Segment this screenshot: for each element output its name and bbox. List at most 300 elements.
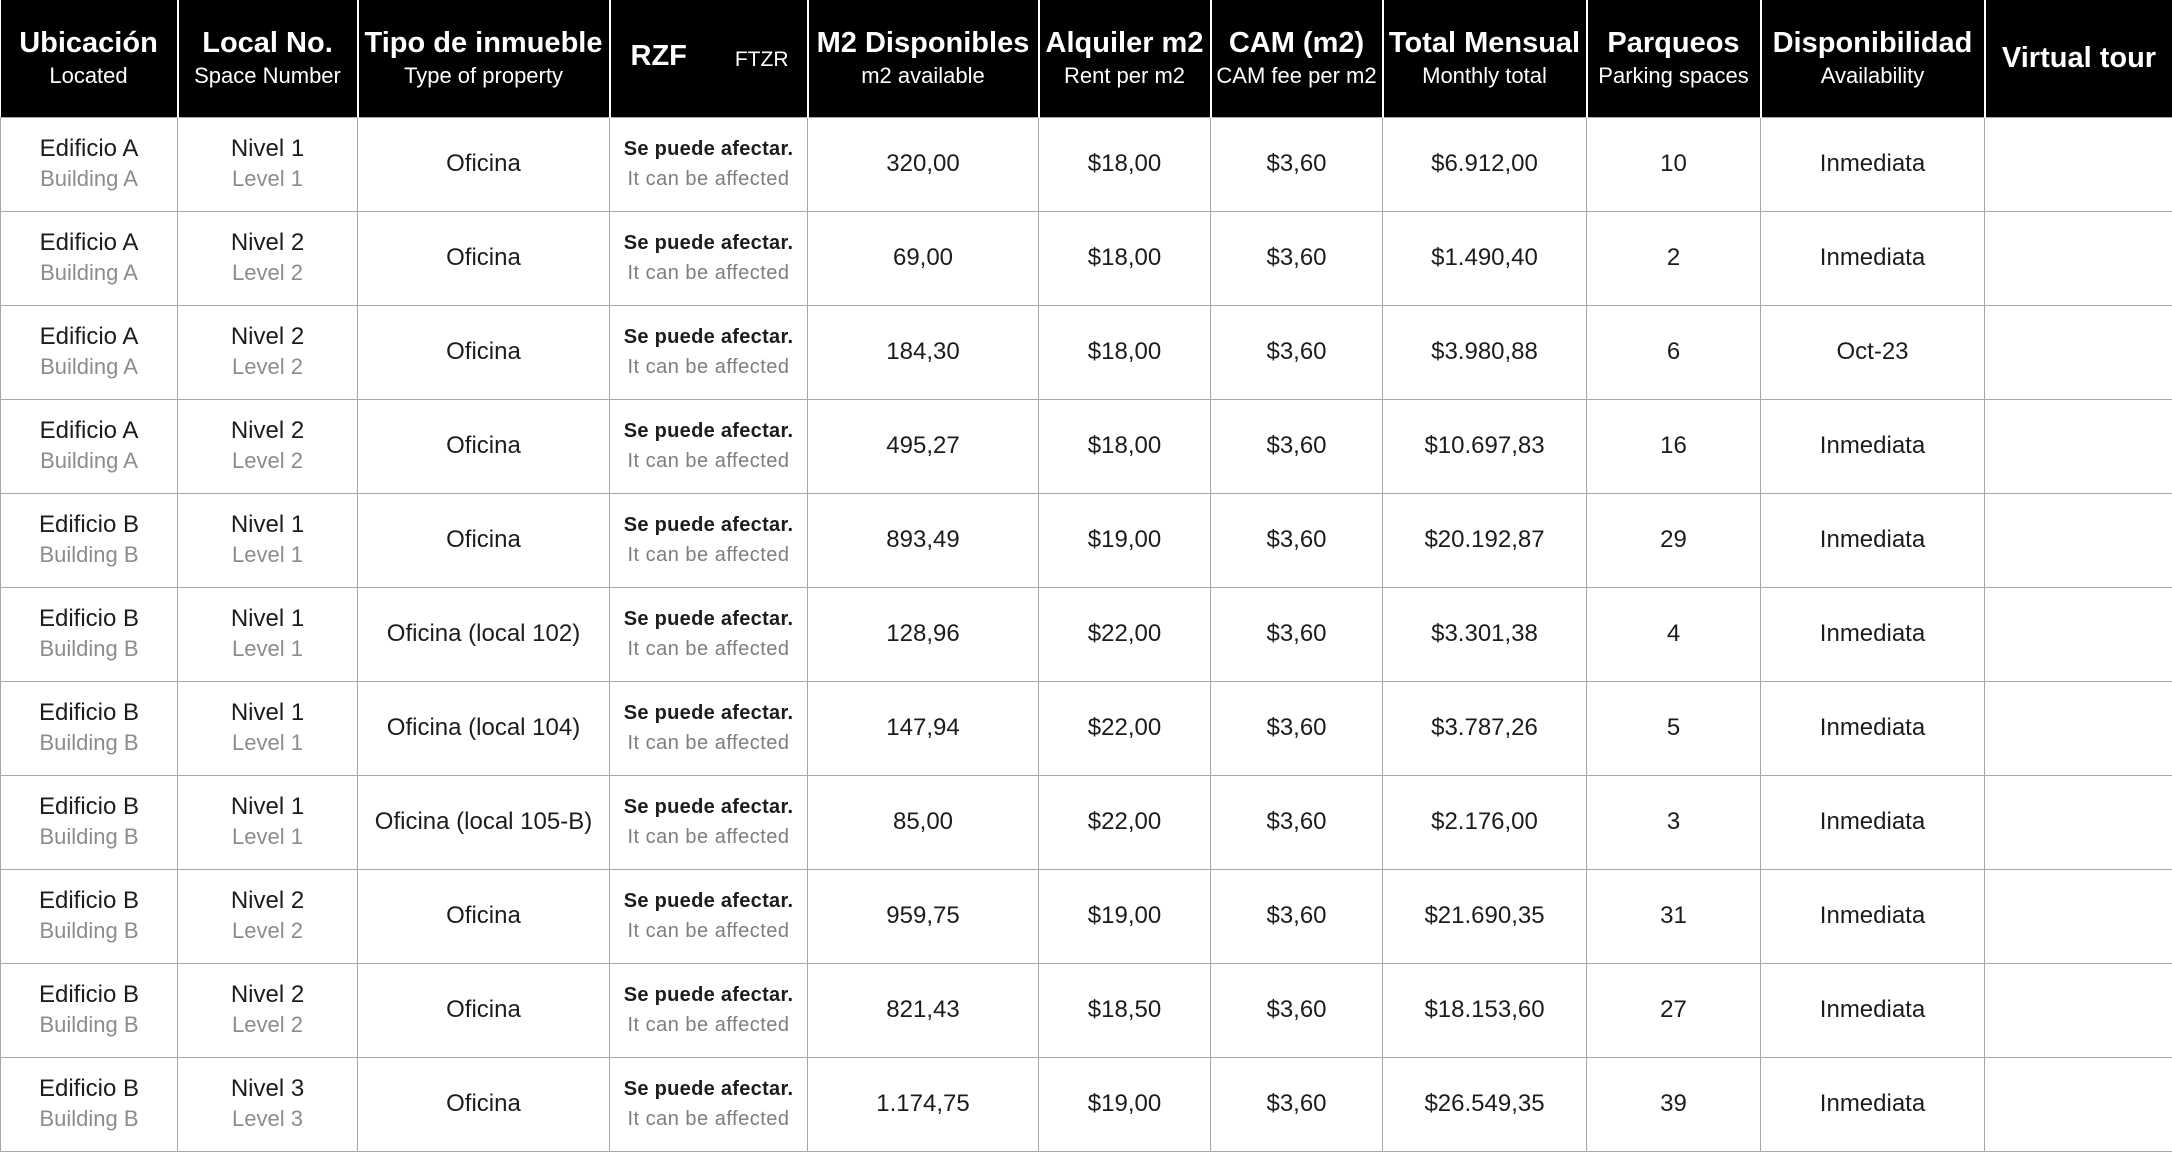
parking-cell (1587, 681, 1761, 775)
rzf-status: Se puede afectar. (623, 420, 794, 442)
property-type-cell (358, 775, 610, 869)
virtual-tour-cell[interactable] (1985, 493, 2172, 587)
level-name-en: Level 1 (232, 824, 303, 849)
parking-value: 31 (1660, 902, 1687, 929)
total-cell (1383, 117, 1587, 211)
property-type-cell (358, 681, 610, 775)
header-rzf-sublabel: FTZR (734, 48, 789, 71)
header-virtual-tour (1985, 0, 2172, 117)
table-row (1, 117, 2172, 211)
total-cell (1383, 211, 1587, 305)
location-cell (1, 869, 178, 963)
building-name: Edificio B (38, 605, 140, 632)
availability-value: Inmediata (1819, 996, 1926, 1023)
area-value: 184,30 (886, 338, 960, 365)
header-availability (1761, 0, 1985, 117)
space-number-cell (178, 1057, 358, 1151)
level-name-en: Level 1 (232, 166, 303, 191)
cam-value: $3,60 (1266, 244, 1327, 271)
cam-value: $3,60 (1266, 808, 1327, 835)
total-value: $20.192,87 (1424, 526, 1545, 553)
rzf-status: Se puede afectar. (623, 984, 794, 1006)
availability-value: Inmediata (1819, 620, 1926, 647)
space-number-cell (178, 963, 358, 1057)
availability-value: Inmediata (1819, 714, 1926, 741)
cam-cell (1211, 869, 1383, 963)
header-rent-sublabel: Rent per m2 (1063, 63, 1186, 89)
building-name: Edificio A (39, 135, 139, 162)
availability-cell (1761, 1057, 1985, 1151)
header-total-label: Total Mensual (1388, 27, 1581, 60)
rent-cell (1039, 963, 1211, 1057)
level-name-en: Level 1 (232, 636, 303, 661)
cam-value: $3,60 (1266, 150, 1327, 177)
building-name: Edificio A (39, 229, 139, 256)
level-name: Nivel 1 (230, 605, 305, 632)
space-number-cell (178, 869, 358, 963)
building-name: Edificio B (38, 511, 140, 538)
rent-cell (1039, 681, 1211, 775)
level-name: Nivel 1 (230, 699, 305, 726)
building-name-en: Building A (40, 260, 138, 285)
rzf-status: Se puede afectar. (623, 702, 794, 724)
header-space-number (178, 0, 358, 117)
parking-value: 5 (1666, 714, 1681, 741)
parking-cell (1587, 869, 1761, 963)
building-name: Edificio B (38, 887, 140, 914)
total-value: $1.490,40 (1431, 244, 1538, 271)
rzf-status: Se puede afectar. (623, 890, 794, 912)
cam-value: $3,60 (1266, 1090, 1327, 1117)
location-cell (1, 1057, 178, 1151)
rent-cell (1039, 493, 1211, 587)
availability-cell (1761, 117, 1985, 211)
rzf-cell (610, 869, 808, 963)
building-name-en: Building B (39, 918, 139, 943)
rent-value: $18,50 (1087, 996, 1162, 1023)
property-type-cell (358, 1057, 610, 1151)
level-name-en: Level 3 (232, 1106, 303, 1131)
rzf-cell (610, 775, 808, 869)
total-value: $21.690,35 (1424, 902, 1545, 929)
rent-value: $19,00 (1087, 1090, 1162, 1117)
rzf-status-en: It can be affected (627, 826, 790, 848)
total-cell (1383, 493, 1587, 587)
cam-value: $3,60 (1266, 526, 1327, 553)
property-type-cell (358, 963, 610, 1057)
header-type-label: Tipo de inmueble (364, 27, 603, 60)
rent-cell (1039, 305, 1211, 399)
availability-value: Inmediata (1819, 1090, 1926, 1117)
header-rzf-label: RZF (630, 40, 687, 72)
rzf-cell (610, 211, 808, 305)
property-type-cell (358, 305, 610, 399)
parking-cell (1587, 493, 1761, 587)
parking-cell (1587, 399, 1761, 493)
cam-cell (1211, 399, 1383, 493)
total-value: $3.980,88 (1431, 338, 1538, 365)
building-name: Edificio B (38, 793, 140, 820)
property-type: Oficina (446, 244, 521, 271)
availability-cell (1761, 399, 1985, 493)
rent-cell (1039, 587, 1211, 681)
total-value: $10.697,83 (1424, 432, 1545, 459)
area-cell (808, 211, 1039, 305)
level-name: Nivel 2 (230, 981, 305, 1008)
table-row (1, 681, 2172, 775)
header-area (808, 0, 1039, 117)
rzf-status: Se puede afectar. (623, 514, 794, 536)
total-cell (1383, 1057, 1587, 1151)
cam-cell (1211, 963, 1383, 1057)
availability-value: Oct-23 (1836, 338, 1909, 365)
parking-value: 16 (1660, 432, 1687, 459)
header-cam-sublabel: CAM fee per m2 (1216, 63, 1377, 89)
total-cell (1383, 869, 1587, 963)
building-name: Edificio B (38, 699, 140, 726)
parking-value: 39 (1660, 1090, 1687, 1117)
area-cell (808, 305, 1039, 399)
property-type: Oficina (446, 996, 521, 1023)
header-parking-label: Parqueos (1607, 27, 1740, 60)
level-name-en: Level 2 (232, 448, 303, 473)
availability-value: Inmediata (1819, 902, 1926, 929)
rzf-status: Se puede afectar. (623, 1078, 794, 1100)
parking-value: 10 (1660, 150, 1687, 177)
header-rent-label: Alquiler m2 (1045, 27, 1204, 60)
level-name: Nivel 3 (230, 1075, 305, 1102)
virtual-tour-cell[interactable] (1985, 117, 2172, 211)
building-name-en: Building B (39, 636, 139, 661)
building-name-en: Building B (39, 1106, 139, 1131)
rent-value: $22,00 (1087, 808, 1162, 835)
property-type: Oficina (446, 526, 521, 553)
header-space-sublabel: Space Number (194, 63, 341, 89)
header-area-label: M2 Disponibles (816, 27, 1030, 60)
location-cell (1, 117, 178, 211)
cam-cell (1211, 1057, 1383, 1151)
availability-cell (1761, 775, 1985, 869)
table-row (1, 211, 2172, 305)
cam-cell (1211, 493, 1383, 587)
availability-cell (1761, 869, 1985, 963)
area-value: 85,00 (892, 808, 954, 835)
total-value: $2.176,00 (1431, 808, 1538, 835)
rzf-status-en: It can be affected (627, 450, 790, 472)
area-cell (808, 681, 1039, 775)
header-area-sublabel: m2 available (861, 63, 985, 89)
property-type-cell (358, 587, 610, 681)
property-type-cell (358, 211, 610, 305)
level-name: Nivel 2 (230, 887, 305, 914)
cam-value: $3,60 (1266, 338, 1327, 365)
header-total (1383, 0, 1587, 117)
level-name: Nivel 2 (230, 417, 305, 444)
parking-cell (1587, 963, 1761, 1057)
rzf-status-en: It can be affected (627, 732, 790, 754)
location-cell (1, 681, 178, 775)
rent-value: $19,00 (1087, 902, 1162, 929)
parking-value: 4 (1666, 620, 1681, 647)
parking-cell (1587, 117, 1761, 211)
availability-cell (1761, 211, 1985, 305)
area-value: 69,00 (892, 244, 954, 271)
virtual-tour-cell[interactable] (1985, 869, 2172, 963)
rent-cell (1039, 399, 1211, 493)
rzf-status-en: It can be affected (627, 920, 790, 942)
cam-cell (1211, 305, 1383, 399)
rzf-status-en: It can be affected (627, 168, 790, 190)
availability-cell (1761, 305, 1985, 399)
availability-cell (1761, 963, 1985, 1057)
property-type: Oficina (446, 1090, 521, 1117)
rzf-cell (610, 681, 808, 775)
header-availability-label: Disponibilidad (1772, 27, 1973, 60)
building-name: Edificio A (39, 323, 139, 350)
property-type: Oficina (446, 150, 521, 177)
area-cell (808, 869, 1039, 963)
rent-cell (1039, 869, 1211, 963)
property-type: Oficina (446, 432, 521, 459)
area-cell (808, 587, 1039, 681)
space-number-cell (178, 117, 358, 211)
property-type-cell (358, 869, 610, 963)
total-value: $26.549,35 (1424, 1090, 1545, 1117)
cam-cell (1211, 587, 1383, 681)
table-body (1, 117, 2172, 1151)
parking-cell (1587, 587, 1761, 681)
availability-cell (1761, 493, 1985, 587)
header-parking (1587, 0, 1761, 117)
header-location-label: Ubicación (19, 27, 158, 60)
virtual-tour-cell[interactable] (1985, 305, 2172, 399)
header-location (1, 0, 178, 117)
building-name: Edificio B (38, 1075, 140, 1102)
rent-value: $18,00 (1087, 244, 1162, 271)
cam-cell (1211, 681, 1383, 775)
rent-cell (1039, 775, 1211, 869)
total-value: $6.912,00 (1431, 150, 1538, 177)
rzf-cell (610, 587, 808, 681)
cam-value: $3,60 (1266, 996, 1327, 1023)
header-row (1, 0, 2172, 117)
cam-cell (1211, 211, 1383, 305)
availability-value: Inmediata (1819, 244, 1926, 271)
rent-cell (1039, 1057, 1211, 1151)
location-cell (1, 963, 178, 1057)
header-availability-sublabel: Availability (1820, 63, 1925, 89)
table-row (1, 399, 2172, 493)
header-cam (1211, 0, 1383, 117)
total-value: $18.153,60 (1424, 996, 1545, 1023)
level-name: Nivel 2 (230, 323, 305, 350)
total-cell (1383, 399, 1587, 493)
rzf-cell (610, 963, 808, 1057)
virtual-tour-cell[interactable] (1985, 775, 2172, 869)
area-value: 959,75 (886, 902, 960, 929)
location-cell (1, 587, 178, 681)
rzf-cell (610, 305, 808, 399)
availability-cell (1761, 587, 1985, 681)
header-rzf (610, 0, 808, 117)
rzf-status-en: It can be affected (627, 638, 790, 660)
rent-value: $22,00 (1087, 620, 1162, 647)
header-location-sublabel: Located (49, 63, 128, 89)
header-parking-sublabel: Parking spaces (1598, 63, 1749, 89)
location-cell (1, 493, 178, 587)
table-row (1, 775, 2172, 869)
header-total-sublabel: Monthly total (1422, 63, 1547, 89)
header-rent (1039, 0, 1211, 117)
virtual-tour-cell[interactable] (1985, 681, 2172, 775)
space-number-cell (178, 399, 358, 493)
property-type: Oficina (local 105-B) (374, 808, 593, 835)
virtual-tour-cell[interactable] (1985, 211, 2172, 305)
parking-value: 29 (1660, 526, 1687, 553)
rzf-status: Se puede afectar. (623, 232, 794, 254)
space-number-cell (178, 211, 358, 305)
availability-value: Inmediata (1819, 150, 1926, 177)
rzf-status: Se puede afectar. (623, 326, 794, 348)
area-cell (808, 493, 1039, 587)
rzf-cell (610, 117, 808, 211)
cam-cell (1211, 775, 1383, 869)
level-name: Nivel 1 (230, 135, 305, 162)
rzf-status: Se puede afectar. (623, 796, 794, 818)
level-name-en: Level 2 (232, 918, 303, 943)
property-type-cell (358, 493, 610, 587)
table-row (1, 963, 2172, 1057)
property-type-cell (358, 117, 610, 211)
header-cam-label: CAM (m2) (1228, 27, 1365, 60)
building-name-en: Building B (39, 730, 139, 755)
rzf-status-en: It can be affected (627, 262, 790, 284)
area-cell (808, 117, 1039, 211)
virtual-tour-cell[interactable] (1985, 1057, 2172, 1151)
area-cell (808, 1057, 1039, 1151)
building-name-en: Building A (40, 354, 138, 379)
area-cell (808, 399, 1039, 493)
building-name-en: Building A (40, 166, 138, 191)
property-type: Oficina (local 104) (386, 714, 581, 741)
virtual-tour-cell[interactable] (1985, 587, 2172, 681)
level-name-en: Level 2 (232, 354, 303, 379)
parking-cell (1587, 1057, 1761, 1151)
area-value: 320,00 (886, 150, 960, 177)
cam-cell (1211, 117, 1383, 211)
table-row (1, 1057, 2172, 1151)
parking-cell (1587, 775, 1761, 869)
area-value: 821,43 (886, 996, 960, 1023)
rzf-status-en: It can be affected (627, 1014, 790, 1036)
table-row (1, 305, 2172, 399)
building-name-en: Building B (39, 824, 139, 849)
property-type: Oficina (local 102) (386, 620, 581, 647)
space-number-cell (178, 775, 358, 869)
building-name-en: Building B (39, 1012, 139, 1037)
level-name-en: Level 1 (232, 730, 303, 755)
availability-cell (1761, 681, 1985, 775)
space-number-cell (178, 493, 358, 587)
rent-value: $18,00 (1087, 150, 1162, 177)
header-property-type (358, 0, 610, 117)
rzf-status: Se puede afectar. (623, 608, 794, 630)
cam-value: $3,60 (1266, 432, 1327, 459)
cam-value: $3,60 (1266, 714, 1327, 741)
location-cell (1, 305, 178, 399)
space-number-cell (178, 681, 358, 775)
header-space-label: Local No. (202, 27, 333, 60)
parking-value: 3 (1666, 808, 1681, 835)
rzf-status-en: It can be affected (627, 544, 790, 566)
area-cell (808, 963, 1039, 1057)
area-value: 147,94 (886, 714, 960, 741)
total-cell (1383, 775, 1587, 869)
availability-value: Inmediata (1819, 526, 1926, 553)
level-name-en: Level 2 (232, 1012, 303, 1037)
rzf-cell (610, 1057, 808, 1151)
total-value: $3.787,26 (1431, 714, 1538, 741)
rent-cell (1039, 117, 1211, 211)
parking-value: 6 (1666, 338, 1681, 365)
availability-value: Inmediata (1819, 808, 1926, 835)
rent-cell (1039, 211, 1211, 305)
space-number-cell (178, 305, 358, 399)
parking-value: 2 (1666, 244, 1681, 271)
table-row (1, 587, 2172, 681)
space-number-cell (178, 587, 358, 681)
total-cell (1383, 963, 1587, 1057)
cam-value: $3,60 (1266, 902, 1327, 929)
rent-value: $22,00 (1087, 714, 1162, 741)
level-name-en: Level 1 (232, 542, 303, 567)
area-value: 893,49 (886, 526, 960, 553)
level-name: Nivel 1 (230, 511, 305, 538)
area-cell (808, 775, 1039, 869)
rzf-status-en: It can be affected (627, 356, 790, 378)
parking-cell (1587, 305, 1761, 399)
level-name-en: Level 2 (232, 260, 303, 285)
parking-cell (1587, 211, 1761, 305)
property-type: Oficina (446, 338, 521, 365)
virtual-tour-cell[interactable] (1985, 963, 2172, 1057)
rzf-cell (610, 493, 808, 587)
rent-value: $18,00 (1087, 432, 1162, 459)
total-value: $3.301,38 (1431, 620, 1538, 647)
rzf-cell (610, 399, 808, 493)
location-cell (1, 399, 178, 493)
area-value: 1.174,75 (876, 1090, 970, 1117)
level-name: Nivel 1 (230, 793, 305, 820)
rzf-status-en: It can be affected (627, 1108, 790, 1130)
building-name-en: Building B (39, 542, 139, 567)
header-tour-label: Virtual tour (2001, 42, 2157, 75)
location-cell (1, 775, 178, 869)
total-cell (1383, 587, 1587, 681)
total-cell (1383, 681, 1587, 775)
rent-value: $18,00 (1087, 338, 1162, 365)
rent-value: $19,00 (1087, 526, 1162, 553)
building-name: Edificio A (39, 417, 139, 444)
building-name-en: Building A (40, 448, 138, 473)
location-cell (1, 211, 178, 305)
cam-value: $3,60 (1266, 620, 1327, 647)
level-name: Nivel 2 (230, 229, 305, 256)
header-type-sublabel: Type of property (404, 63, 563, 89)
property-type: Oficina (446, 902, 521, 929)
table-row (1, 869, 2172, 963)
virtual-tour-cell[interactable] (1985, 399, 2172, 493)
